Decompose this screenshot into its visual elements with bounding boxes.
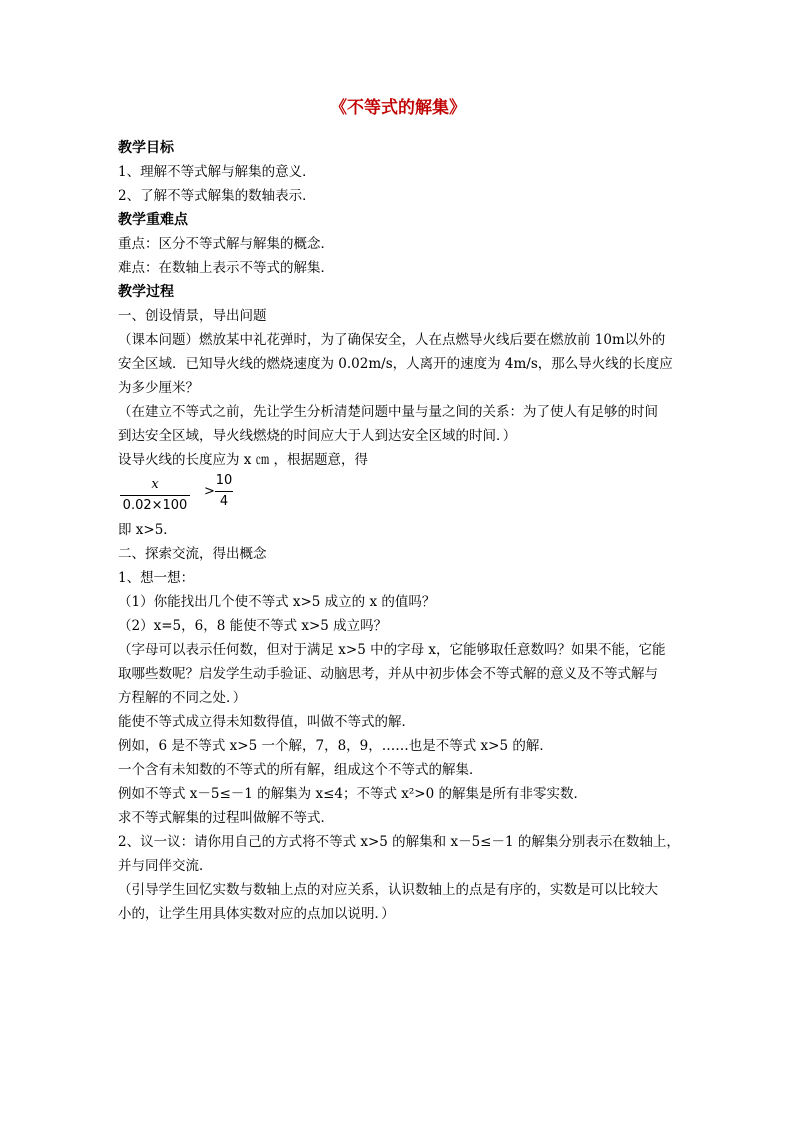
example-2: 例如不等式 x－5≤－1 的解集为 x≤4；不等式 x²>0 的解集是所有非零实数． [118, 786, 587, 802]
problem-text-line: 为多少厘米？ [118, 380, 199, 396]
goal-item: 1、理解不等式解与解集的意义． [118, 164, 316, 180]
greater-than-sign: > [204, 484, 215, 499]
key-point: 重点：区分不等式解与解集的概念． [118, 236, 334, 252]
subsection-discuss-line: 并与同伴交流． [118, 858, 213, 874]
document-page [118, 96, 678, 926]
guidance-text-line: 小的，让学生用具体实数对应的点加以说明．） [118, 906, 395, 922]
fraction-left-denominator: 0.02×100 [122, 498, 188, 513]
process-heading: 教学过程 [118, 284, 174, 300]
subsection-think: 1、想一想： [118, 570, 195, 586]
guidance-text-line: （字母可以表示任何数，但对于满足 x>5 中的字母 x，它能够取任意数吗？如果不能，它能 [118, 642, 666, 658]
question-2: （2）x=5，6，8 能使不等式 x>5 成立吗？ [118, 618, 388, 634]
result-text: 即 x>5． [118, 522, 177, 538]
document-title: 《不等式的解集》 [330, 98, 466, 118]
goal-item: 2、了解不等式解集的数轴表示． [118, 188, 316, 204]
problem-text-line: （课本问题）燃放某中礼花弹时，为了确保安全，人在点燃导火线后要在燃放前 10m以外的 [118, 332, 666, 348]
keypoints-heading: 教学重难点 [118, 212, 188, 228]
fraction-left [120, 476, 190, 515]
example-1: 例如，6 是不等式 x>5 一个解，7，8，9，……也是不等式 x>5 的解． [118, 738, 553, 754]
fraction-left-numerator: x [151, 477, 159, 492]
section-2-title: 二、探索交流，得出概念 [118, 546, 267, 562]
definition-solve: 求不等式解集的过程叫做解不等式． [118, 810, 334, 826]
setup-text: 设导火线的长度应为 x ㎝ ，根据题意，得 [118, 452, 368, 468]
fraction-right-denominator: 4 [219, 494, 229, 509]
inequality-formula [118, 474, 678, 518]
goals-heading: 教学目标 [118, 140, 174, 156]
analysis-text-line: 到达安全区域，导火线燃烧的时间应大于人到达安全区域的时间．） [118, 428, 517, 444]
problem-text-line: 安全区域．已知导火线的燃烧速度为 0.02m/s，人离开的速度为 4m/s，那么导火线的长度应 [118, 356, 673, 372]
fraction-right-numerator: 10 [215, 473, 233, 488]
guidance-text-line: （引导学生回忆实数与数轴上点的对应关系，认识数轴上的点是有序的，实数是可以比较大 [118, 882, 658, 898]
subsection-discuss-line: 2、议一议：请你用自己的方式将不等式 x>5 的解集和 x－5≤－1 的解集分别表示在数轴上， [118, 834, 680, 850]
guidance-text-line: 取哪些数呢？启发学生动手验证、动脑思考，并从中初步体会不等式解的意义及不等式解与 [118, 666, 658, 682]
guidance-text-line: 方程解的不同之处．） [118, 690, 247, 706]
section-1-title: 一、创设情景，导出问题 [118, 308, 267, 324]
difficult-point: 难点：在数轴上表示不等式的解集． [118, 260, 334, 276]
definition-solution-set: 一个含有未知数的不等式的所有解，组成这个不等式的解集． [118, 762, 483, 778]
definition-solution: 能使不等式成立得未知数得值，叫做不等式的解． [118, 714, 415, 730]
question-1: （1）你能找出几个使不等式 x>5 成立的 x 的值吗？ [118, 594, 436, 610]
fraction-right [215, 472, 233, 511]
analysis-text-line: （在建立不等式之前，先让学生分析清楚问题中量与量之间的关系：为了使人有足够的时间 [118, 404, 658, 420]
